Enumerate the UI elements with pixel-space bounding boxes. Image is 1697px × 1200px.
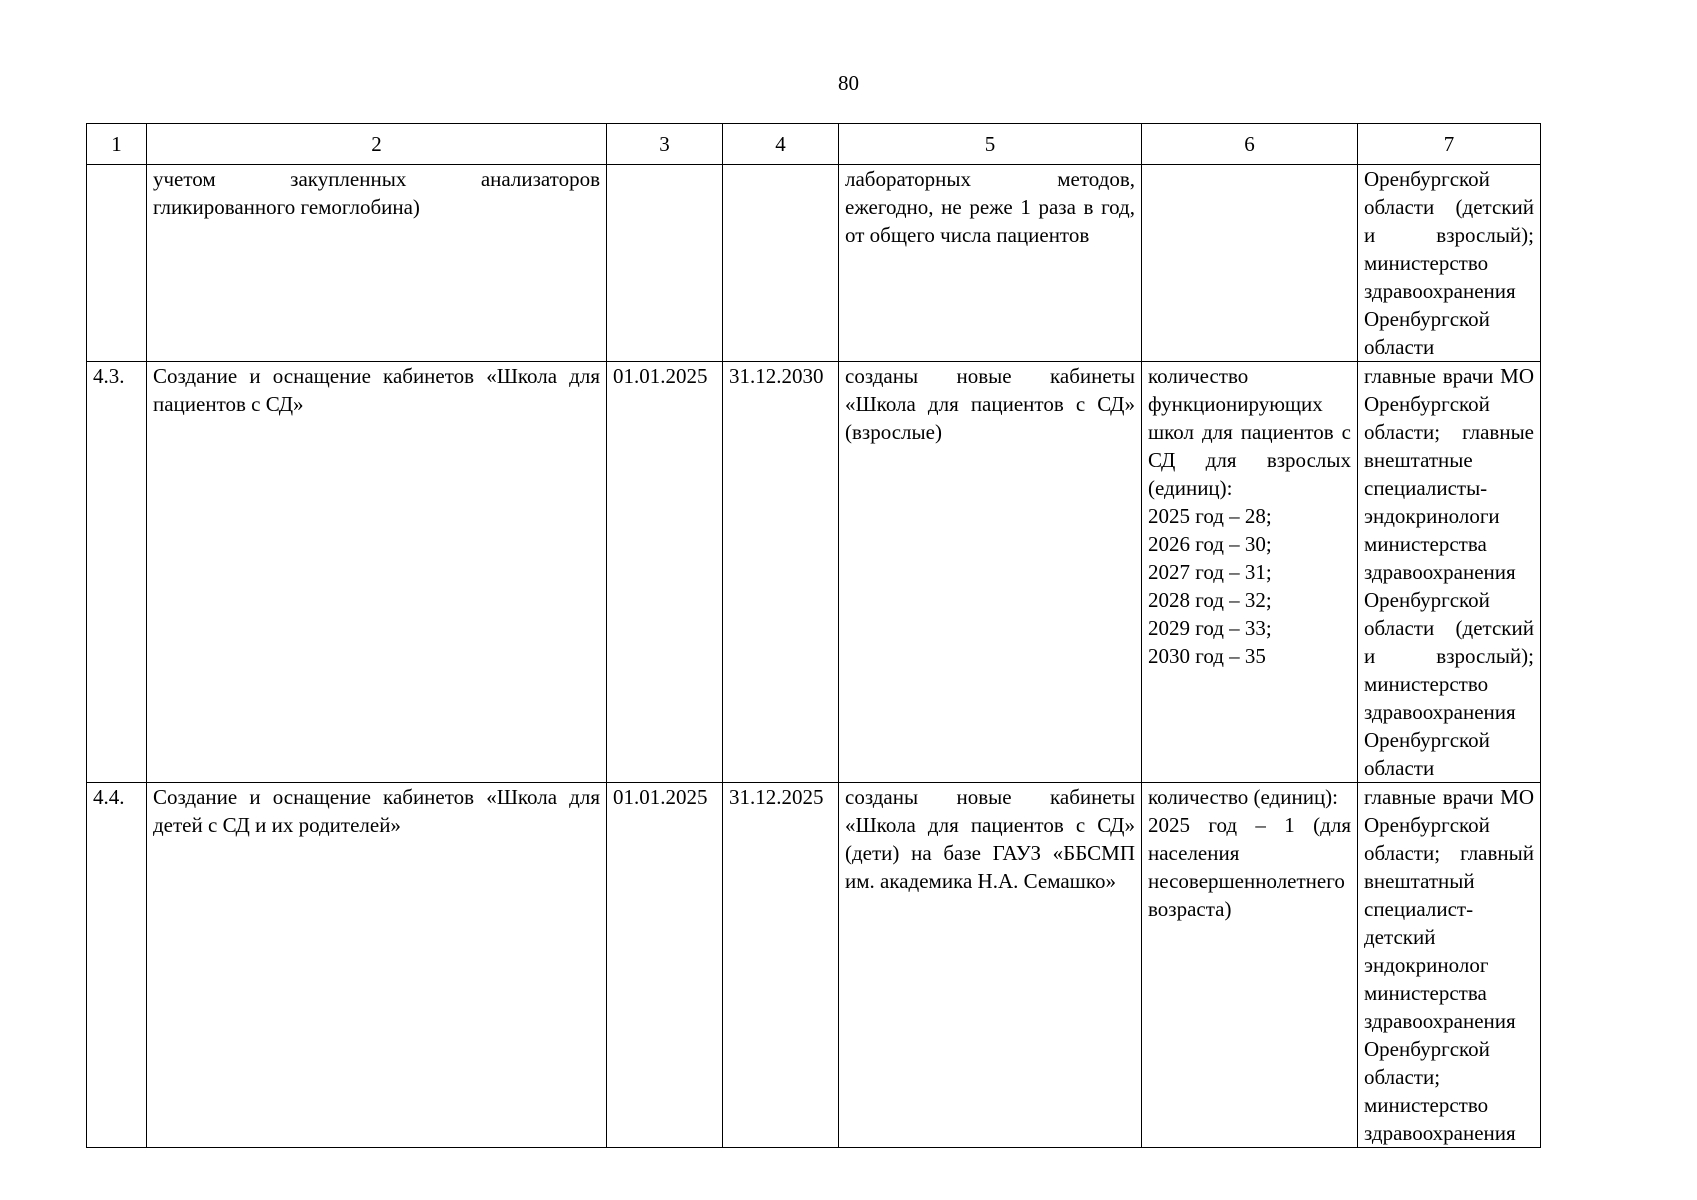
page-number: 80 — [838, 71, 859, 95]
header-col-3: 3 — [607, 124, 723, 165]
indicator — [1142, 783, 1358, 1148]
end-date: 31.12.2030 — [723, 362, 839, 783]
indicator-line: 2027 год – 31; — [1148, 560, 1272, 584]
responsible: Оренбургской области (детский и взрослый); министерство здравоохранения Оренбургской области — [1358, 165, 1541, 362]
indicator-line: 2025 год – 1 (для населения несовершеннолетнего возраста) — [1148, 813, 1351, 921]
indicator-line: 2025 год – 28; — [1148, 504, 1272, 528]
responsible: главные врачи МО Оренбургской области; главные внештатные специалисты-эндокринологи министерства здравоохранения Оренбургской области (детский и взрослый); министерство здравоохранения Оренбургской области — [1358, 362, 1541, 783]
row-number — [87, 165, 147, 362]
responsible: главные врачи МО Оренбургской области; главный внештатный специалист-детский эндокринолог министерства здравоохранения Оренбургской области; министерство здравоохранения — [1358, 783, 1541, 1148]
indicator-line: количество функционирующих школ для пациентов с СД для взрослых (единиц): — [1148, 364, 1351, 500]
header-row — [87, 124, 1541, 165]
event-name: учетом закупленных анализаторов гликированного гемоглобина) — [147, 165, 607, 362]
start-date — [607, 165, 723, 362]
event-name: Создание и оснащение кабинетов «Школа для пациентов с СД» — [147, 362, 607, 783]
indicator-line: 2030 год – 35 — [1148, 644, 1266, 668]
header-col-7: 7 — [1358, 124, 1541, 165]
start-date: 01.01.2025 — [607, 362, 723, 783]
plan-table — [86, 123, 1541, 1148]
row-number: 4.4. — [87, 783, 147, 1148]
indicator-line: 2029 год – 33; — [1148, 616, 1272, 640]
header-col-1: 1 — [87, 124, 147, 165]
header-col-6: 6 — [1142, 124, 1358, 165]
indicator — [1142, 362, 1358, 783]
event-name: Создание и оснащение кабинетов «Школа для детей с СД и их родителей» — [147, 783, 607, 1148]
indicator-line: количество (единиц): — [1148, 785, 1339, 809]
table-row — [87, 362, 1541, 783]
expected-result: созданы новые кабинеты «Школа для пациентов с СД» (дети) на базе ГАУЗ «ББСМП им. академика Н.А. Семашко» — [839, 783, 1142, 1148]
indicator — [1142, 165, 1358, 362]
header-col-4: 4 — [723, 124, 839, 165]
indicator-line: 2028 год – 32; — [1148, 588, 1272, 612]
end-date — [723, 165, 839, 362]
start-date: 01.01.2025 — [607, 783, 723, 1148]
header-col-5: 5 — [839, 124, 1142, 165]
row-number: 4.3. — [87, 362, 147, 783]
table-row — [87, 783, 1541, 1148]
end-date: 31.12.2025 — [723, 783, 839, 1148]
header-col-2: 2 — [147, 124, 607, 165]
indicator-line: 2026 год – 30; — [1148, 532, 1272, 556]
table-row — [87, 165, 1541, 362]
expected-result: лабораторных методов, ежегодно, не реже 1 раза в год, от общего числа пациентов — [839, 165, 1142, 362]
expected-result: созданы новые кабинеты «Школа для пациентов с СД» (взрослые) — [839, 362, 1142, 783]
